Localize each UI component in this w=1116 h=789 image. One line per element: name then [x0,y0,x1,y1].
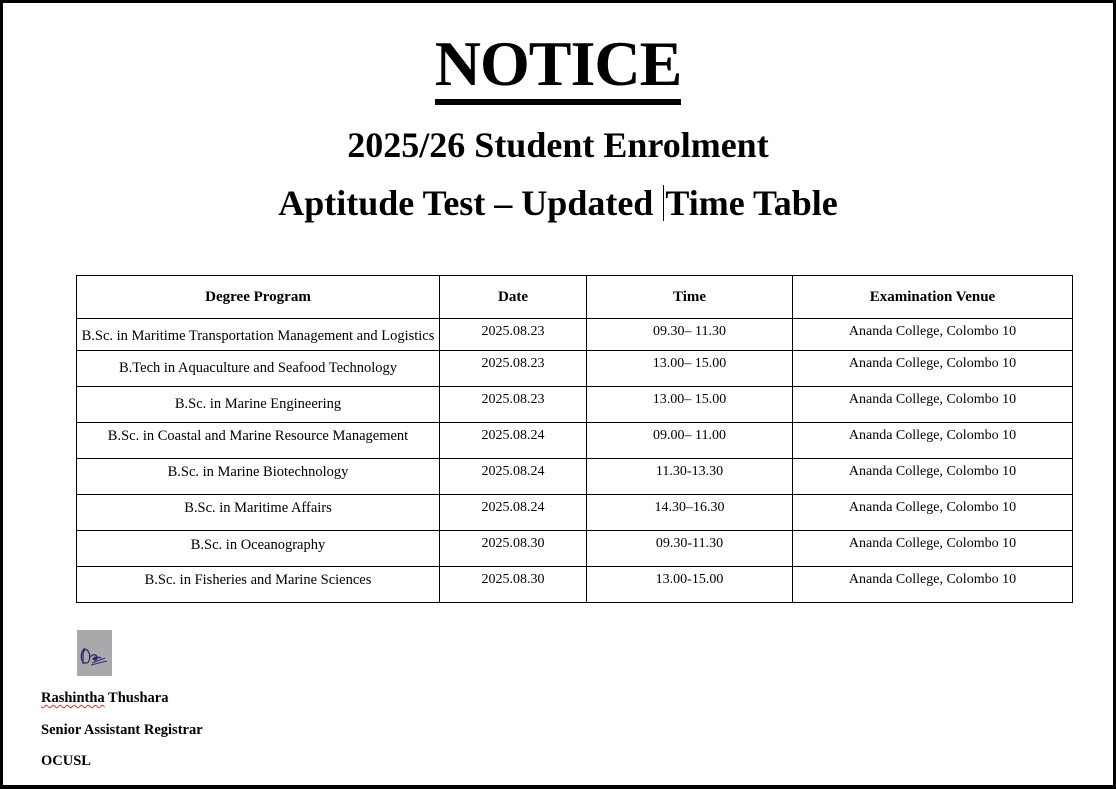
cell-time: 13.00– 15.00 [587,351,793,387]
subtitle-timetable-part2: Time Table [665,183,838,223]
cell-venue: Ananda College, Colombo 10 [793,567,1073,603]
table-row [77,495,1073,531]
header-venue: Examination Venue [793,276,1073,319]
cell-venue: Ananda College, Colombo 10 [793,319,1073,351]
notice-heading: NOTICE [435,29,682,105]
cell-program: B.Tech in Aquaculture and Seafood Technology [77,351,440,387]
signature-scribble-icon [77,630,112,676]
subtitle-timetable [0,182,1116,224]
signature-image [77,630,112,676]
cell-date: 2025.08.24 [440,423,587,459]
subtitle-enrolment: 2025/26 Student Enrolment [347,125,769,165]
table-row [77,351,1073,387]
cell-date: 2025.08.24 [440,459,587,495]
cell-program: B.Sc. in Marine Engineering [77,387,440,423]
cell-date: 2025.08.30 [440,531,587,567]
cell-date: 2025.08.23 [440,387,587,423]
table-row [77,319,1073,351]
cell-date: 2025.08.24 [440,495,587,531]
cell-date: 2025.08.30 [440,567,587,603]
cell-time: 09.30– 11.30 [587,319,793,351]
cell-time: 09.30-11.30 [587,531,793,567]
table-header-row [77,276,1073,319]
signatory-last-name: Thushara [104,690,169,706]
cell-venue: Ananda College, Colombo 10 [793,531,1073,567]
signatory-name [41,690,168,707]
cell-program: B.Sc. in Fisheries and Marine Sciences [77,567,440,603]
cell-time: 11.30-13.30 [587,459,793,495]
signatory-organization: OCUSL [41,753,91,769]
header-time: Time [587,276,793,319]
timetable [76,275,1073,603]
table-row [77,423,1073,459]
cell-date: 2025.08.23 [440,351,587,387]
notice-heading-wrap [0,29,1116,105]
cell-program: B.Sc. in Maritime Transportation Management and Logistics [77,319,440,351]
cell-venue: Ananda College, Colombo 10 [793,423,1073,459]
cell-time: 13.00-15.00 [587,567,793,603]
cell-venue: Ananda College, Colombo 10 [793,459,1073,495]
cell-time: 14.30–16.30 [587,495,793,531]
cell-program: B.Sc. in Coastal and Marine Resource Management [77,423,440,459]
signatory-title: Senior Assistant Registrar [41,722,203,738]
cell-program: B.Sc. in Maritime Affairs [77,495,440,531]
table-row [77,459,1073,495]
table-row [77,567,1073,603]
table-row [77,387,1073,423]
cell-program: B.Sc. in Marine Biotechnology [77,459,440,495]
cell-venue: Ananda College, Colombo 10 [793,495,1073,531]
cell-date: 2025.08.23 [440,319,587,351]
cell-venue: Ananda College, Colombo 10 [793,387,1073,423]
signatory-first-name: Rashintha [41,690,105,706]
table-row [77,531,1073,567]
cell-time: 09.00– 11.00 [587,423,793,459]
header-degree-program: Degree Program [77,276,440,319]
subtitle-timetable-part1: Aptitude Test – Updated [278,183,663,223]
header-date: Date [440,276,587,319]
cell-time: 13.00– 15.00 [587,387,793,423]
cell-program: B.Sc. in Oceanography [77,531,440,567]
cell-venue: Ananda College, Colombo 10 [793,351,1073,387]
